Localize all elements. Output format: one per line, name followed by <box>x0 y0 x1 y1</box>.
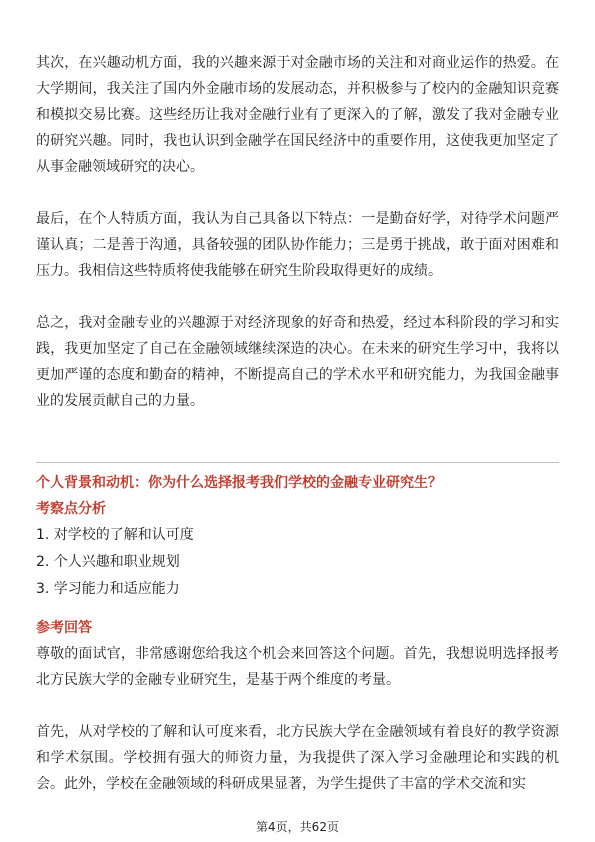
paragraph-conclusion: 总之，我对金融专业的兴趣源于对经济现象的好奇和热爱，经过本科阶段的学习和实践，我更加坚定了自己在金融领域继续深造的决心。在未来的研究生学习中，我将以更加严谨的态度和勤奋的精神，不断提高自己的学术水平和研究能力，为我国金融事业的发展贡献自己的力量。 <box>36 315 559 409</box>
analysis-item: 1. 对学校的了解和认可度 <box>36 527 194 543</box>
section-divider <box>36 462 559 463</box>
analysis-heading: 考察点分析 <box>36 501 106 517</box>
answer-paragraph-school: 首先，从对学校的了解和认可度来看，北方民族大学在金融领域有着良好的教学资源和学术氛围。学校拥有强大的师资力量，为我提供了深入学习金融理论和实践的机会。此外，学校在金融领域的科研成果显著，为学生提供了丰富的学术交流和实 <box>36 724 559 792</box>
answer-paragraph-intro: 尊敬的面试官，非常感谢您给我这个机会来回答这个问题。首先，我想说明选择报考北方民族大学的金融专业研究生，是基于两个维度的考量。 <box>36 646 559 688</box>
question-section <box>36 470 559 797</box>
body-text <box>36 50 559 414</box>
answer-heading: 参考回答 <box>36 620 92 636</box>
page-number: 第4页，共62页 <box>256 820 339 834</box>
analysis-item: 3. 学习能力和适应能力 <box>36 581 180 597</box>
paragraph-personal-traits: 最后，在个人特质方面，我认为自己具备以下特点：一是勤奋好学，对待学术问题严谨认真；二是善于沟通，具备较强的团队协作能力；三是勇于挑战，敢于面对困难和压力。我相信这些特质将使我能够在研究生阶段取得更好的成绩。 <box>36 211 559 279</box>
analysis-item: 2. 个人兴趣和职业规划 <box>36 554 180 570</box>
paragraph-interest-motivation: 其次，在兴趣动机方面，我的兴趣来源于对金融市场的关注和对商业运作的热爱。在大学期间，我关注了国内外金融市场的发展动态，并积极参与了校内的金融知识竞赛和模拟交易比赛。这些经历让我对金融行业有了更深入的了解，激发了我对金融专业的研究兴趣。同时，我也认识到金融学在国民经济中的重要作用，这使我更加坚定了从事金融领域研究的决心。 <box>36 55 559 175</box>
question-title: 个人背景和动机：你为什么选择报考我们学校的金融专业研究生？ <box>36 475 442 491</box>
